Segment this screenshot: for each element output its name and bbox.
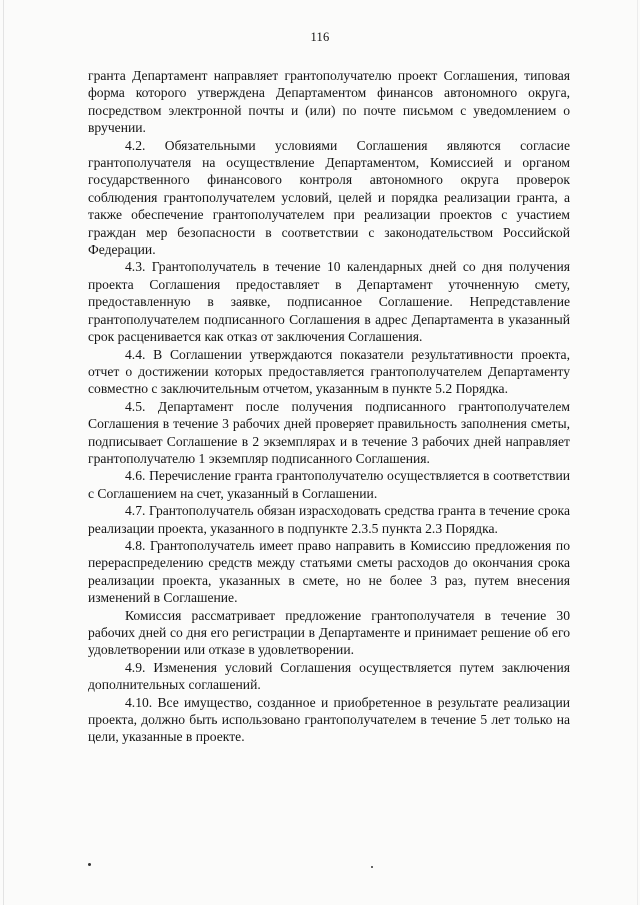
paragraph-4-5: 4.5. Департамент после получения подписанного грантополучателем Соглашения в течение 3 рабочих дней проверяет правильность заполнения сметы, подписывает Соглашение в 2 экземплярах и в течение 3 рабочих дней направляет грантополучателю 1 экземпляр подписанного Соглашения. bbox=[88, 398, 570, 466]
paragraph-4-9: 4.9. Изменения условий Соглашения осуществляется путем заключения дополнительных соглашений. bbox=[88, 659, 570, 693]
scan-edge-left bbox=[3, 0, 4, 905]
page-number: 116 bbox=[310, 30, 330, 44]
paragraph-4-10: 4.10. Все имущество, созданное и приобретенное в результате реализации проекта, должно быть использовано грантополучателем в течение 5 лет только на цели, указанные в проекте. bbox=[88, 694, 570, 745]
scan-edge-right bbox=[637, 0, 638, 905]
paragraph-4-3: 4.3. Грантополучатель в течение 10 календарных дней со дня получения проекта Соглашения предоставляет в Департамент уточненную смету, предоставленную в заявке, подписанное Соглашение. Непредставление грантополучателем подписанного Соглашения в адрес Департамента в указанный срок расценивается как отказ от заключения Соглашения. bbox=[88, 259, 570, 345]
paragraph-4-4: 4.4. В Соглашении утверждаются показатели результативности проекта, отчет о достижении которых предоставляется грантополучателем Департаменту совместно с заключительным отчетом, указанным в пункте 5.2 Порядка. bbox=[88, 346, 570, 397]
paragraph-commission: Комиссия рассматривает предложение грантополучателя в течение 30 рабочих дней со дня его регистрации в Департаменте и принимает решение об его удовлетворении или отказе в удовлетворении. bbox=[88, 607, 570, 658]
document-body bbox=[88, 67, 570, 746]
paragraph-4-8: 4.8. Грантополучатель имеет право направить в Комиссию предложения по перераспределению средств между статьями сметы расходов до окончания срока реализации проекта, указанных в смете, но не более 3 раз, путем внесения изменений в Соглашение. bbox=[88, 537, 570, 606]
paragraph-4-7: 4.7. Грантополучатель обязан израсходовать средства гранта в течение срока реализации проекта, указанного в подпункте 2.3.5 пункта 2.3 Порядка. bbox=[88, 503, 570, 536]
paragraph-4-2: 4.2. Обязательными условиями Соглашения являются согласие грантополучателя на осуществление Департаментом, Комиссией и органом государственного финансового контроля автономного округа проверок соблюдения грантополучателем условий, целей и порядка реализации гранта, а также обеспечение грантополучателем при реализации проектов с участием граждан мер безопасности в соответствии с законодательством Российской Федерации. bbox=[88, 137, 570, 258]
scan-speck bbox=[371, 866, 373, 868]
paragraph-4-6: 4.6. Перечисление гранта грантополучателю осуществляется в соответствии с Соглашением на счет, указанный в Соглашении. bbox=[88, 468, 570, 501]
scan-speck bbox=[88, 863, 91, 866]
paragraph-continuation: гранта Департамент направляет грантополучателю проект Соглашения, типовая форма которого утверждена Департаментом финансов автономного округа, посредством электронной почты и (или) по почте письмом с уведомлением о вручении. bbox=[88, 68, 570, 136]
